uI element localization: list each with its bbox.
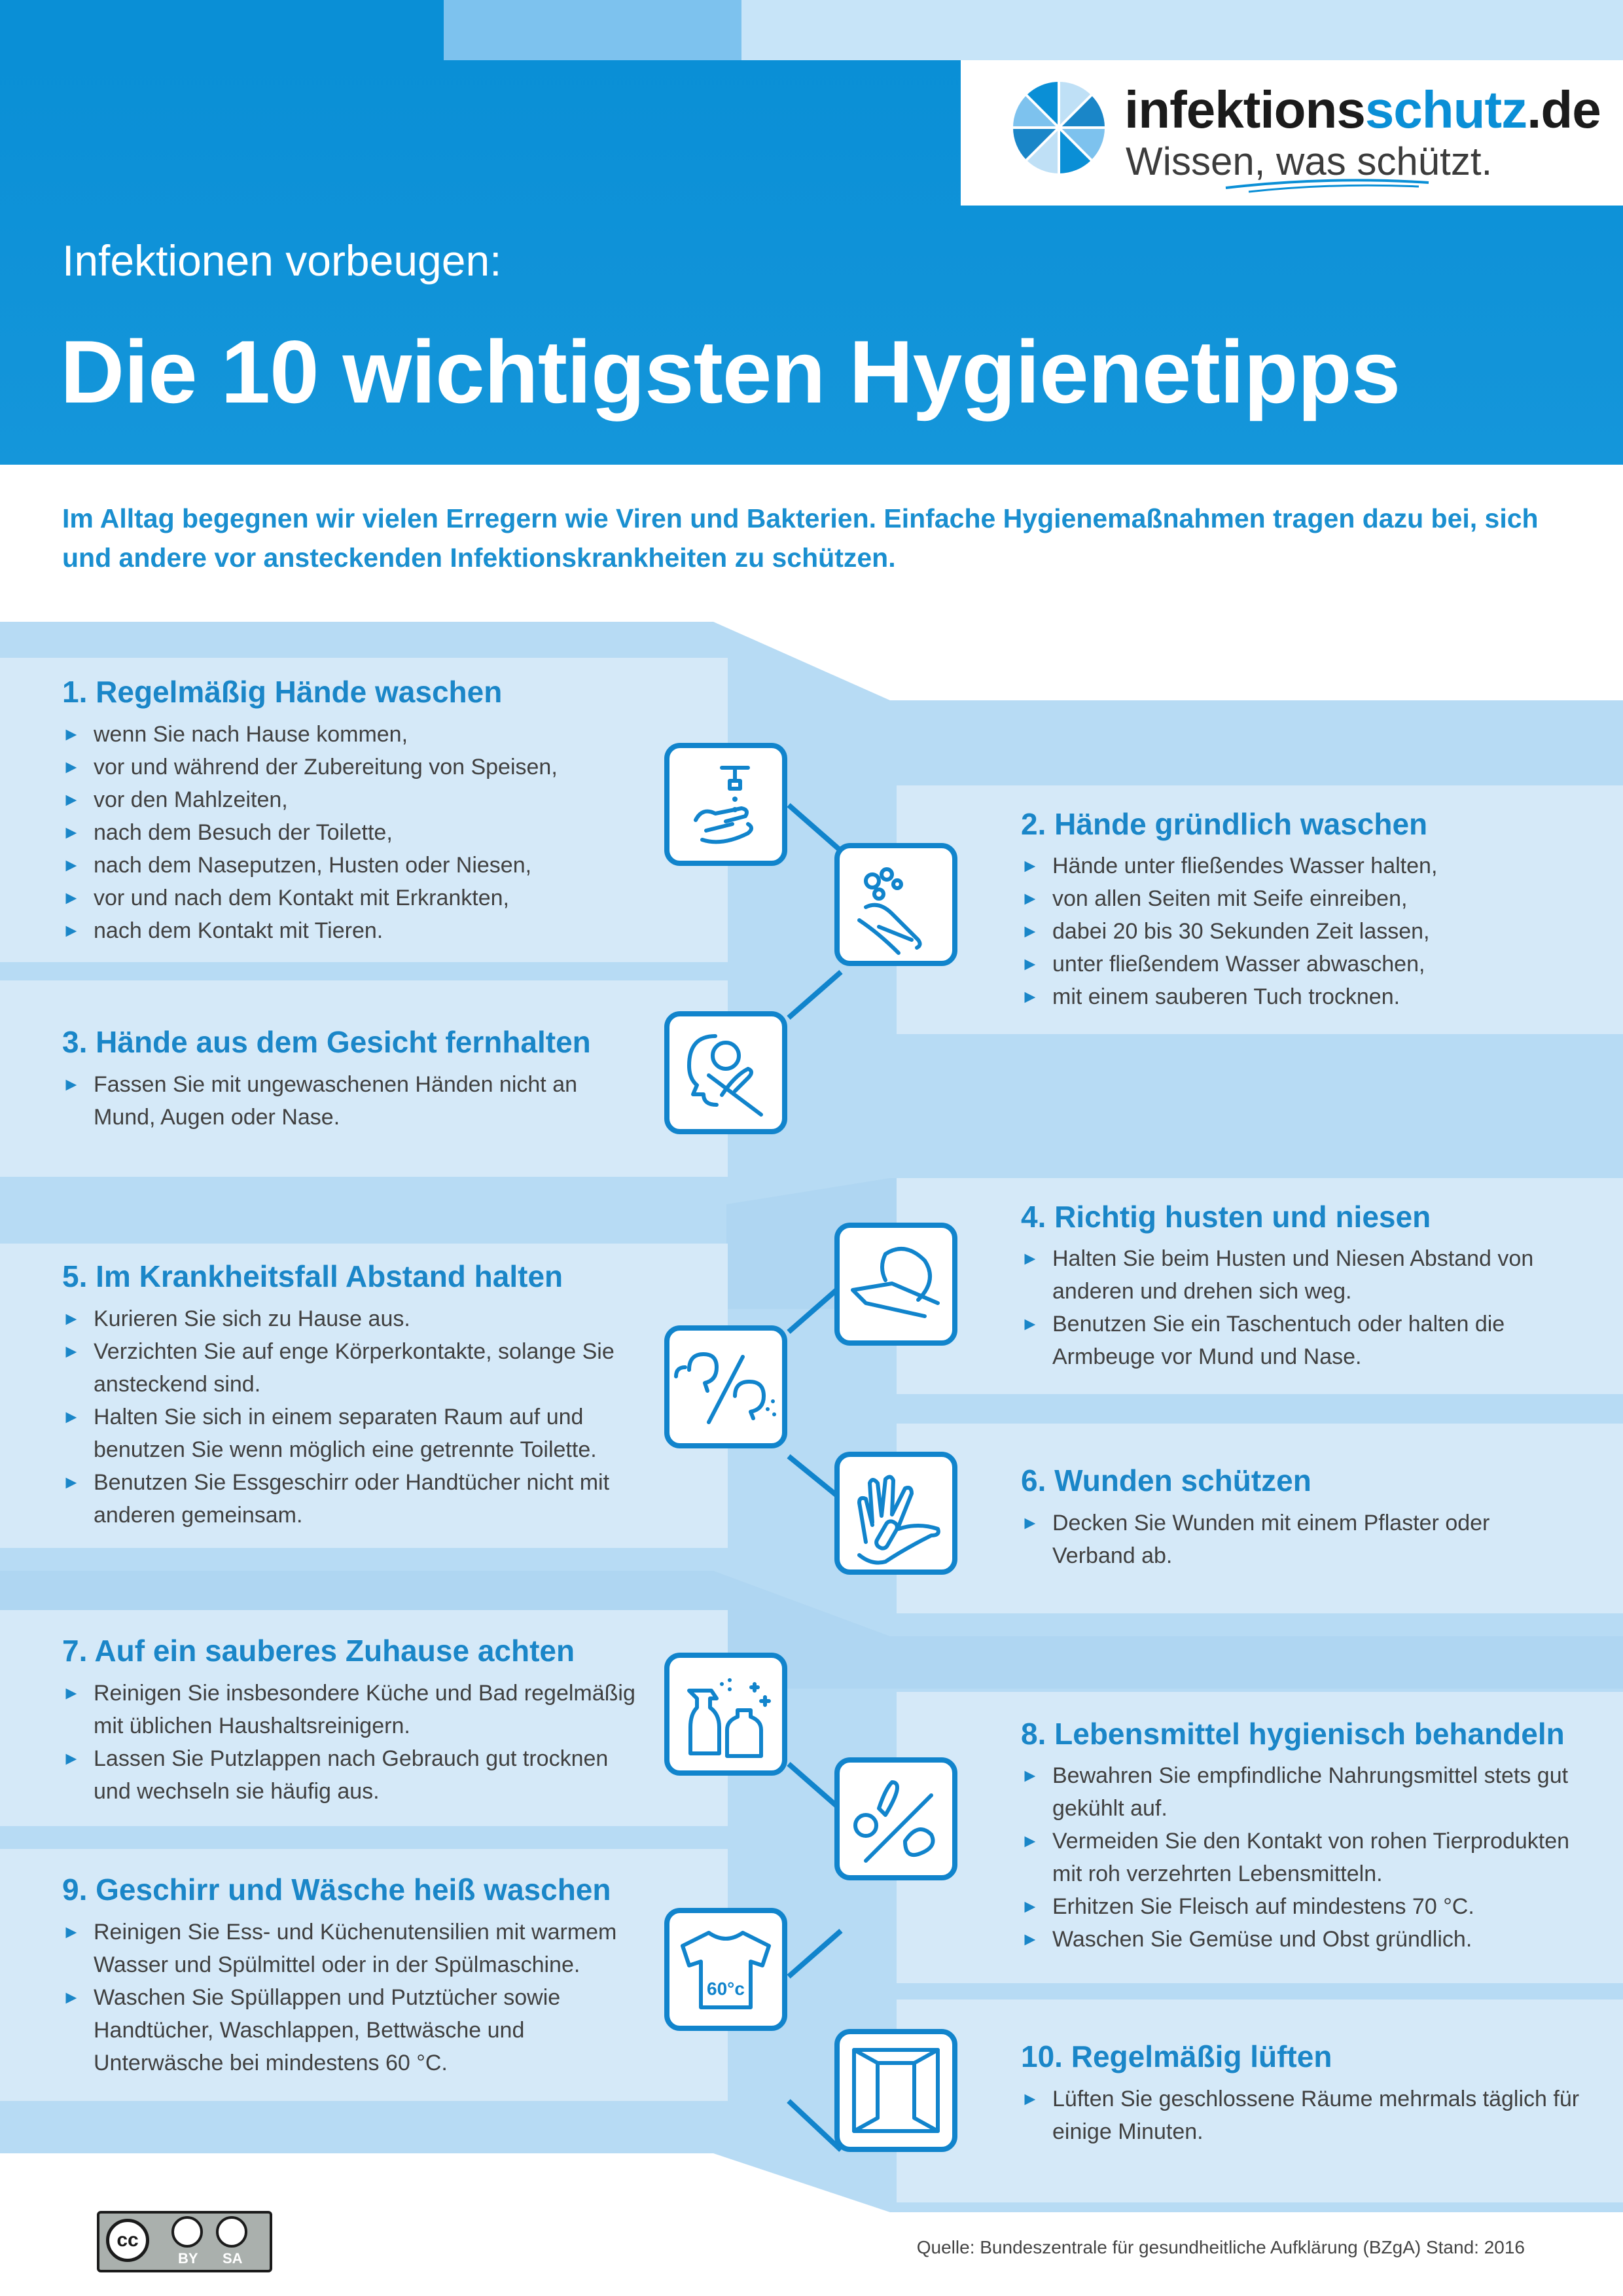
list-item: ► vor und während der Zubereitung von Speisen, bbox=[62, 751, 710, 783]
open-window-icon bbox=[834, 2029, 957, 2152]
list-item: ► vor und nach dem Kontakt mit Erkrankten, bbox=[62, 882, 710, 914]
shirt-60-degrees-icon bbox=[664, 1908, 787, 2031]
tip-9-title: 9. Geschirr und Wäsche heiß waschen bbox=[62, 1873, 611, 1907]
cc-circle-icon: cc bbox=[106, 2219, 149, 2262]
tip-5-title: 5. Im Krankheitsfall Abstand halten bbox=[62, 1259, 563, 1293]
tip-7-list bbox=[62, 1677, 638, 1808]
list-item: ► vor den Mahlzeiten, bbox=[62, 783, 710, 816]
list-item: ► Halten Sie beim Husten und Niesen Abstand von anderen und drehen sich weg. bbox=[1021, 1242, 1597, 1308]
list-item: ► Waschen Sie Gemüse und Obst gründlich. bbox=[1021, 1923, 1597, 1956]
list-item: ► Fassen Sie mit ungewaschenen Händen nicht an Mund, Augen oder Nase. bbox=[62, 1068, 612, 1134]
list-item: ► Reinigen Sie Ess- und Küchenutensilien mit warmem Wasser und Spülmittel oder in der Spülmaschine. bbox=[62, 1916, 638, 1981]
intro-text: Im Alltag begegnen wir vielen Erregern wie Viren und Bakterien. Einfache Hygienemaßnahmen tragen dazu bei, sich und andere vor ansteckenden Infektionskrankheiten zu schützen. bbox=[62, 503, 1539, 573]
license-sa-label: SA bbox=[223, 2250, 243, 2267]
source-note: Quelle: Bundeszentrale für gesundheitliche Aufklärung (BZgA) Stand: 2016 bbox=[916, 2237, 1525, 2257]
tip-2-list bbox=[1021, 850, 1597, 1013]
hand-washing-tap-icon bbox=[664, 743, 787, 866]
list-item: ► unter fließendem Wasser abwaschen, bbox=[1021, 948, 1597, 980]
list-item: ► von allen Seiten mit Seife einreiben, bbox=[1021, 882, 1597, 915]
list-item: ► Waschen Sie Spüllappen und Putztücher sowie Handtücher, Waschlappen, Bettwäsche und Unterwäsche bei mindestens 60 °C. bbox=[62, 1981, 638, 2079]
by-attribution-icon bbox=[171, 2216, 203, 2248]
list-item: ► nach dem Besuch der Toilette, bbox=[62, 816, 710, 849]
list-item: ► Hände unter fließendes Wasser halten, bbox=[1021, 850, 1597, 882]
list-item: ► dabei 20 bis 30 Sekunden Zeit lassen, bbox=[1021, 915, 1597, 948]
list-item: ► nach dem Kontakt mit Tieren. bbox=[62, 914, 710, 947]
page-title: Die 10 wichtigsten Hygienetipps bbox=[60, 322, 1400, 422]
list-item: ► Lassen Sie Putzlappen nach Gebrauch gut trocknen und wechseln sie häufig aus. bbox=[62, 1742, 638, 1808]
list-item: ► mit einem sauberen Tuch trocknen. bbox=[1021, 980, 1597, 1013]
list-item: ► Benutzen Sie Essgeschirr oder Handtücher nicht mit anderen gemeinsam. bbox=[62, 1466, 638, 1532]
list-item: ► Erhitzen Sie Fleisch auf mindestens 70 °C. bbox=[1021, 1890, 1597, 1923]
list-item: ► Reinigen Sie insbesondere Küche und Bad regelmäßig mit üblichen Haushaltsreinigern. bbox=[62, 1677, 638, 1742]
list-item: ► Decken Sie Wunden mit einem Pflaster oder Verband ab. bbox=[1021, 1507, 1544, 1572]
list-item: ► Halten Sie sich in einem separaten Raum auf und benutzen Sie wenn möglich eine getrennte Toilette. bbox=[62, 1401, 638, 1466]
license-by-label: BY bbox=[178, 2250, 198, 2267]
tip-1-list bbox=[62, 718, 710, 947]
tip-1-title: 1. Regelmäßig Hände waschen bbox=[62, 675, 503, 709]
cleaning-spray-icon bbox=[664, 1653, 787, 1776]
logo-wordmark: infektionsschutz.de bbox=[1124, 81, 1601, 139]
cc-license-badge[interactable] bbox=[97, 2211, 272, 2272]
no-face-touch-icon bbox=[664, 1011, 787, 1134]
tip-4-title: 4. Richtig husten und niesen bbox=[1021, 1200, 1431, 1234]
tip-3-list bbox=[62, 1068, 612, 1134]
tip-7-title: 7. Auf ein sauberes Zuhause achten bbox=[62, 1634, 575, 1668]
tip-9-list bbox=[62, 1916, 638, 2079]
shirt-label: 60°c bbox=[707, 1979, 745, 1999]
tip-4-list bbox=[1021, 1242, 1597, 1373]
bandaged-hand-icon bbox=[834, 1452, 957, 1575]
list-item: ► Verzichten Sie auf enge Körperkontakte, solange Sie ansteckend sind. bbox=[62, 1335, 638, 1401]
sa-share-alike-icon bbox=[216, 2216, 247, 2248]
tip-6-list bbox=[1021, 1507, 1544, 1572]
tip-3-title: 3. Hände aus dem Gesicht fernhalten bbox=[62, 1025, 591, 1059]
tip-8-title: 8. Lebensmittel hygienisch behandeln bbox=[1021, 1717, 1565, 1751]
list-item: ► wenn Sie nach Hause kommen, bbox=[62, 718, 710, 751]
logo-tagline: Wissen, was schützt. bbox=[1126, 139, 1493, 183]
food-separation-icon bbox=[834, 1757, 957, 1880]
tip-2-title: 2. Hände gründlich waschen bbox=[1021, 807, 1428, 841]
list-item: ► Lüften Sie geschlossene Räume mehrmals täglich für einige Minuten. bbox=[1021, 2083, 1597, 2148]
tip-10-list bbox=[1021, 2083, 1597, 2148]
list-item: ► Vermeiden Sie den Kontakt von rohen Tierprodukten mit roh verzehrten Lebensmitteln. bbox=[1021, 1825, 1597, 1890]
page-subtitle: Infektionen vorbeugen: bbox=[62, 236, 502, 285]
tip-8-list bbox=[1021, 1759, 1597, 1956]
keep-distance-icon bbox=[664, 1325, 787, 1448]
soapy-hands-icon bbox=[834, 843, 957, 966]
list-item: ► Benutzen Sie ein Taschentuch oder halten die Armbeuge vor Mund und Nase. bbox=[1021, 1308, 1597, 1373]
tip-10-title: 10. Regelmäßig lüften bbox=[1021, 2039, 1332, 2073]
cough-into-elbow-icon bbox=[834, 1223, 957, 1346]
list-item: ► Kurieren Sie sich zu Hause aus. bbox=[62, 1302, 638, 1335]
tip-5-list bbox=[62, 1302, 638, 1532]
tip-6-title: 6. Wunden schützen bbox=[1021, 1463, 1311, 1498]
list-item: ► Bewahren Sie empfindliche Nahrungsmittel stets gut gekühlt auf. bbox=[1021, 1759, 1597, 1825]
list-item: ► nach dem Naseputzen, Husten oder Niesen, bbox=[62, 849, 710, 882]
